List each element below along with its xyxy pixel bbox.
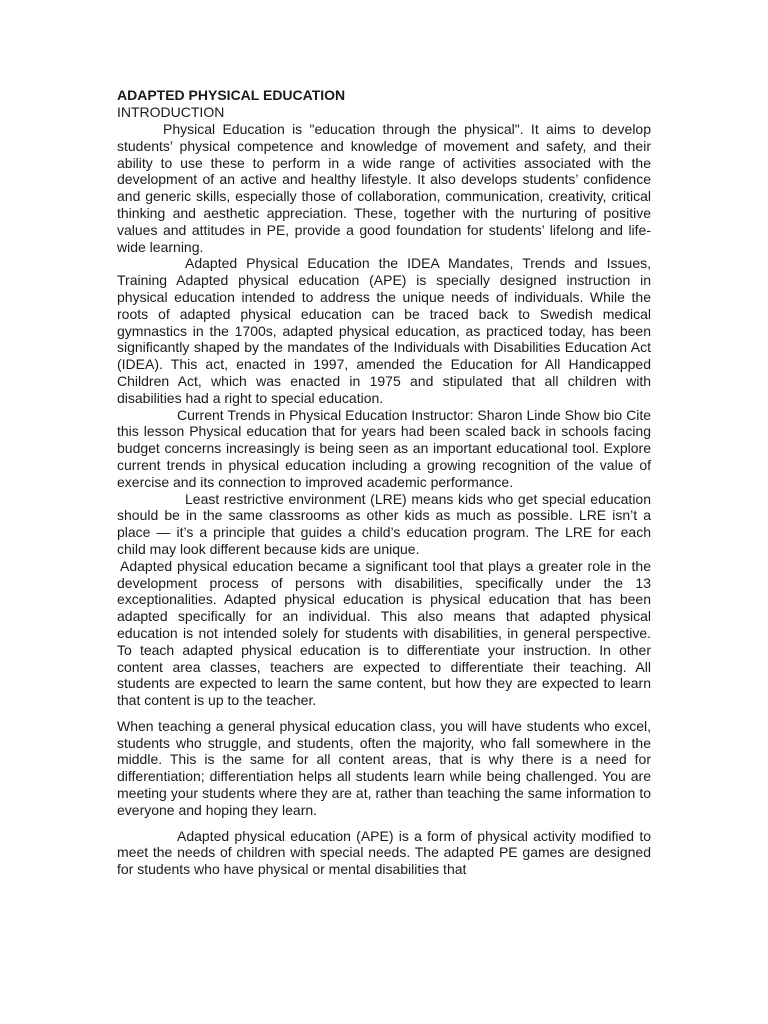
paragraph-significant-tool: Adapted physical education became a significant tool that plays a greater role in the development process of persons with disabilities, specifically under the 13 exceptionalities. Adapted physical education is physical education that has been adapted specifically for an individual. This also means that adapted physical education is not intended solely for students with disabilities, in general perspective. To teach adapted physical education is to differentiate your instruction. In other content area classes, teachers are expected to differentiate their teaching. All students are expected to learn the same content, but how they are expected to learn that content is up to the teacher.: [117, 557, 651, 709]
paragraph-idea-mandates: Adapted Physical Education the IDEA Mandates, Trends and Issues, Training Adapted physical education (APE) is specially designed instruction in physical education intended to address the unique needs of individuals. While the roots of adapted physical education can be traced back to Swedish medical gymnastics in the 1700s, adapted physical education, as practiced today, has been significantly shaped by the mandates of the Individuals with Disabilities Education Act (IDEA). This act, enacted in 1997, amended the Education for All Handicapped Children Act, which was enacted in 1975 and stipulated that all children with disabilities had a right to special education.: [117, 255, 651, 406]
section-heading: INTRODUCTION: [117, 104, 225, 120]
paragraph-lre: Least restrictive environment (LRE) means kids who get special education should be in the same classrooms as other kids as much as possible. LRE isn’t a place — it’s a principle that guides a child’s education program. The LRE for each child may look different because kids are unique.: [117, 490, 651, 557]
document-page: [117, 86, 651, 878]
paragraph-ape-form: Adapted physical education (APE) is a form of physical activity modified to meet the needs of children with special needs. The adapted PE games are designed for students who have physical or mental disabilities that: [117, 827, 651, 878]
paragraph-general-class: When teaching a general physical education class, you will have students who excel, students who struggle, and students, often the majority, who fall somewhere in the middle. This is the same for all content areas, that is why there is a need for differentiation; differentiation helps all students learn while being challenged. You are meeting your students where they are at, rather than teaching the same information to everyone and hoping they learn.: [117, 717, 651, 818]
paragraph-current-trends: Current Trends in Physical Education Instructor: Sharon Linde Show bio Cite this lesson Physical education that for years had been scaled back in schools facing budget concerns increasingly is being seen as an important educational tool. Explore current trends in physical education including a growing recognition of the value of exercise and its connection to improved academic performance.: [117, 406, 651, 490]
paragraph-physical-education: Physical Education is "education through the physical". It aims to develop students’ physical competence and knowledge of movement and safety, and their ability to use these to perform in a wide range of activities associated with the development of an active and healthy lifestyle. It also develops students’ confidence and generic skills, especially those of collaboration, communication, creativity, critical thinking and aesthetic appreciation. These, together with the nurturing of positive values and attitudes in PE, provide a good foundation for students’ lifelong and life-wide learning.: [117, 121, 651, 255]
document-title: ADAPTED PHYSICAL EDUCATION: [117, 87, 346, 103]
